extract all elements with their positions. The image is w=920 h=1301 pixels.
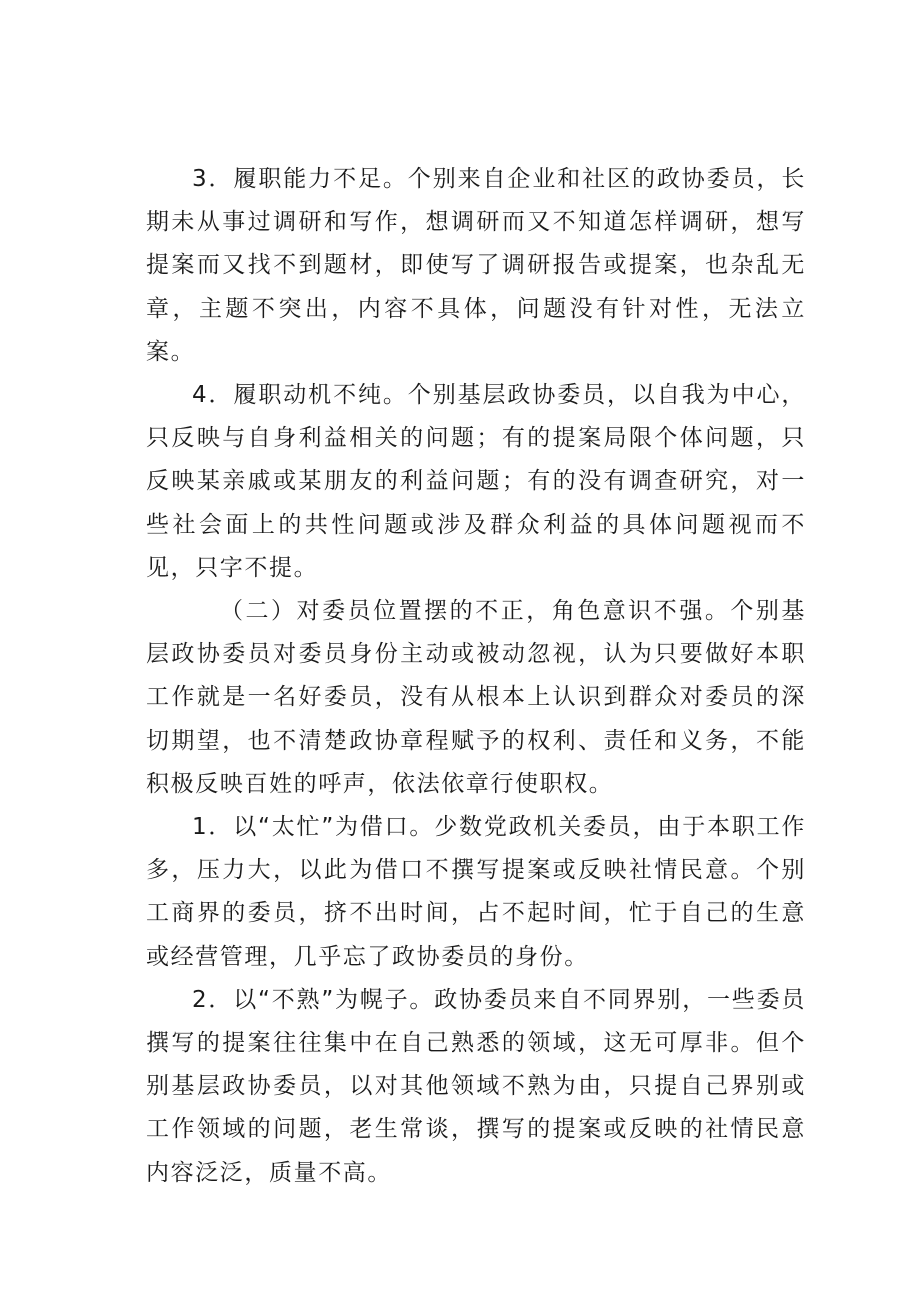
paragraph-too-busy: 1．以“太忙”为借口。少数党政机关委员，由于本职工作多，压力大，以此为借口不撰写提案或反映社情民意。个别工商界的委员，挤不出时间，占不起时间，忙于自己的生意或经营管理，几乎忘了政协委员的身份。: [146, 814, 806, 970]
paragraph-capability: 3．履职能力不足。个别来自企业和社区的政协委员，长期未从事过调研和写作，想调研而又不知道怎样调研，想写提案而又找不到题材，即使写了调研报告或提案，也杂乱无章，主题不突出，内容不具体，问题没有针对性，无法立案。: [146, 166, 806, 365]
paragraph-motivation: 4．履职动机不纯。个别基层政协委员，以自我为中心，只反映与自身利益相关的问题；有的提案局限个体问题，只反映某亲戚或某朋友的利益问题；有的没有调查研究，对一些社会面上的共性问题或涉及群众利益的具体问题视而不见，只字不提。: [146, 382, 806, 581]
body-text: [146, 158, 806, 1195]
paragraph-section-two-heading: （二）对委员位置摆的不正，角色意识不强。个别基层政协委员对委员身份主动或被动忽视，认为只要做好本职工作就是一名好委员，没有从根本上认识到群众对委员的深切期望，也不清楚政协章程赋予的权利、责任和义务，不能积极反映百姓的呼声，依法依章行使职权。: [146, 598, 806, 797]
paragraph-unfamiliar: 2．以“不熟”为幌子。政协委员来自不同界别，一些委员撰写的提案往往集中在自己熟悉的领域，这无可厚非。但个别基层政协委员，以对其他领域不熟为由，只提自己界别或工作领域的问题，老生常谈，撰写的提案或反映的社情民意内容泛泛，质量不高。: [146, 986, 806, 1186]
